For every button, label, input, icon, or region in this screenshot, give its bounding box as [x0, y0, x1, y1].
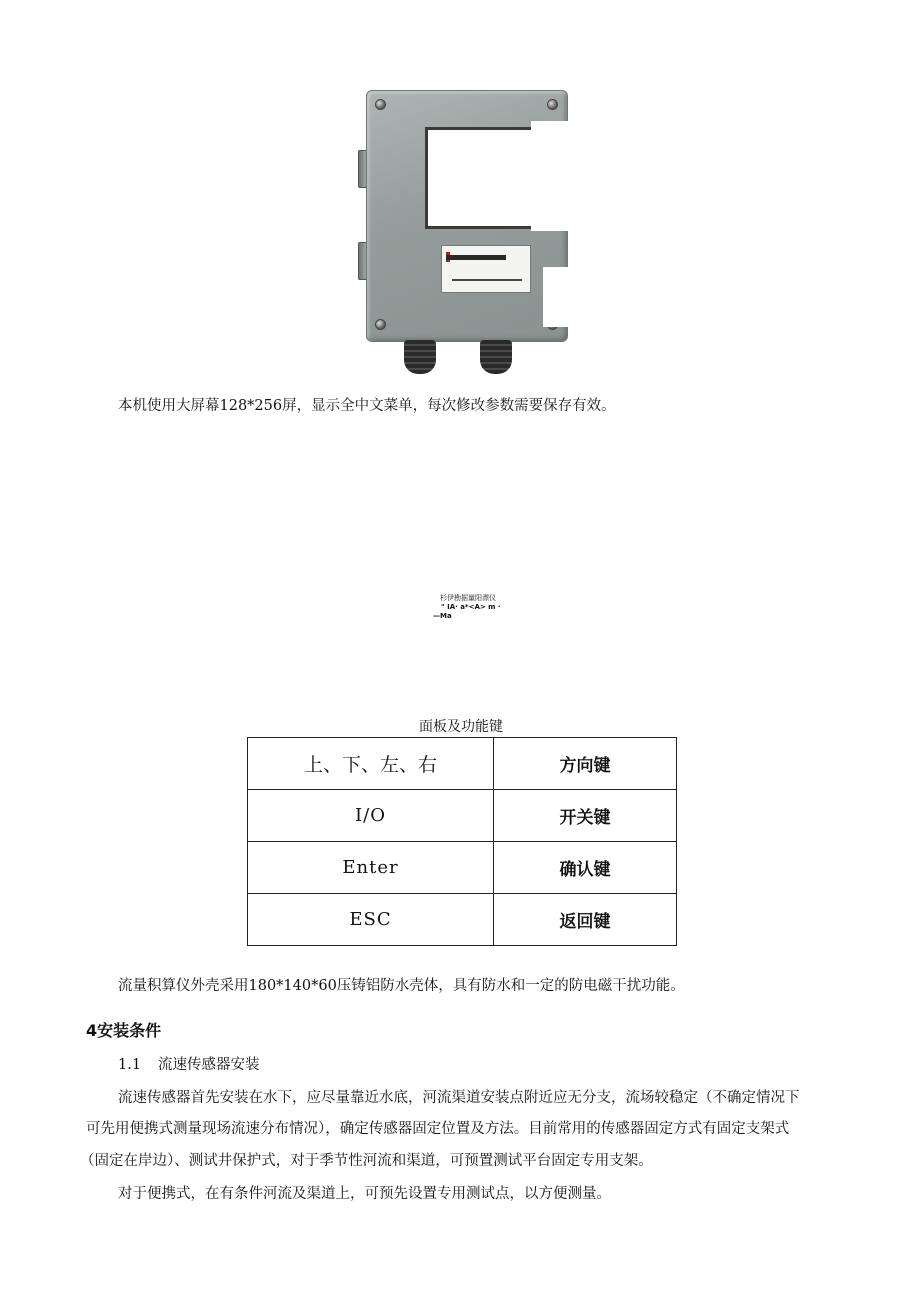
body-line: 可先用便携式测量现场流速分布情况），确定传感器固定位置及方法。目前常用的传感器固定方式有固定支架式 — [86, 1121, 790, 1137]
subsection-number: 1.1 — [118, 1057, 142, 1073]
function-key-table — [247, 737, 677, 946]
key-cell: I/O — [248, 790, 494, 842]
cable-gland-left — [404, 340, 436, 374]
nameplate-title — [446, 255, 506, 260]
paragraph-housing: 流量积算仪外壳采用180*140*60压铸铝防水壳体，具有防水和一定的防电磁干扰功能。 — [118, 978, 685, 994]
screw-icon — [375, 319, 386, 330]
function-cell: 方向键 — [494, 738, 677, 790]
screw-icon — [547, 99, 558, 110]
function-cell: 返回键 — [494, 894, 677, 946]
panel-figure-line: —Ma — [433, 612, 452, 620]
paragraph-screen: 本机使用大屏幕128*256屏，显示全中文菜单，每次修改参数需要保存有效。 — [118, 398, 616, 414]
table-row — [248, 894, 677, 946]
photo-cutout — [543, 267, 583, 327]
cable-gland-right — [480, 340, 512, 374]
photo-cutout — [531, 121, 571, 231]
key-cell: ESC — [248, 894, 494, 946]
function-cell: 确认键 — [494, 842, 677, 894]
key-cell: Enter — [248, 842, 494, 894]
table-row — [248, 738, 677, 790]
paragraph-portable: 对于便携式，在有条件河流及渠道上，可预先设置专用测试点，以方便测量。 — [118, 1186, 611, 1202]
panel-figure-line: " IA· a*<A> m · — [441, 603, 501, 611]
panel-figure-title: 杉伊勘据量阳漂仪 — [440, 594, 496, 602]
section-heading: 4安装条件 — [86, 1021, 162, 1040]
device-housing — [366, 90, 568, 342]
table-row — [248, 790, 677, 842]
screw-icon — [375, 99, 386, 110]
device-photo — [356, 84, 578, 376]
device-nameplate — [441, 245, 531, 293]
body-line: 流速传感器首先安装在水下，应尽量靠近水底，河流渠道安装点附近应无分支，流场较稳定（不确定情况下 — [118, 1090, 800, 1106]
subsection-title: 流速传感器安装 — [158, 1057, 260, 1073]
table-caption: 面板及功能键 — [419, 719, 503, 735]
key-cell: 上、下、左、右 — [248, 738, 494, 790]
body-line: （固定在岸边）、测试井保护式，对于季节性河流和渠道，可预置测试平台固定专用支架。 — [80, 1153, 653, 1169]
function-cell: 开关键 — [494, 790, 677, 842]
nameplate-company — [452, 279, 522, 281]
table-row — [248, 842, 677, 894]
